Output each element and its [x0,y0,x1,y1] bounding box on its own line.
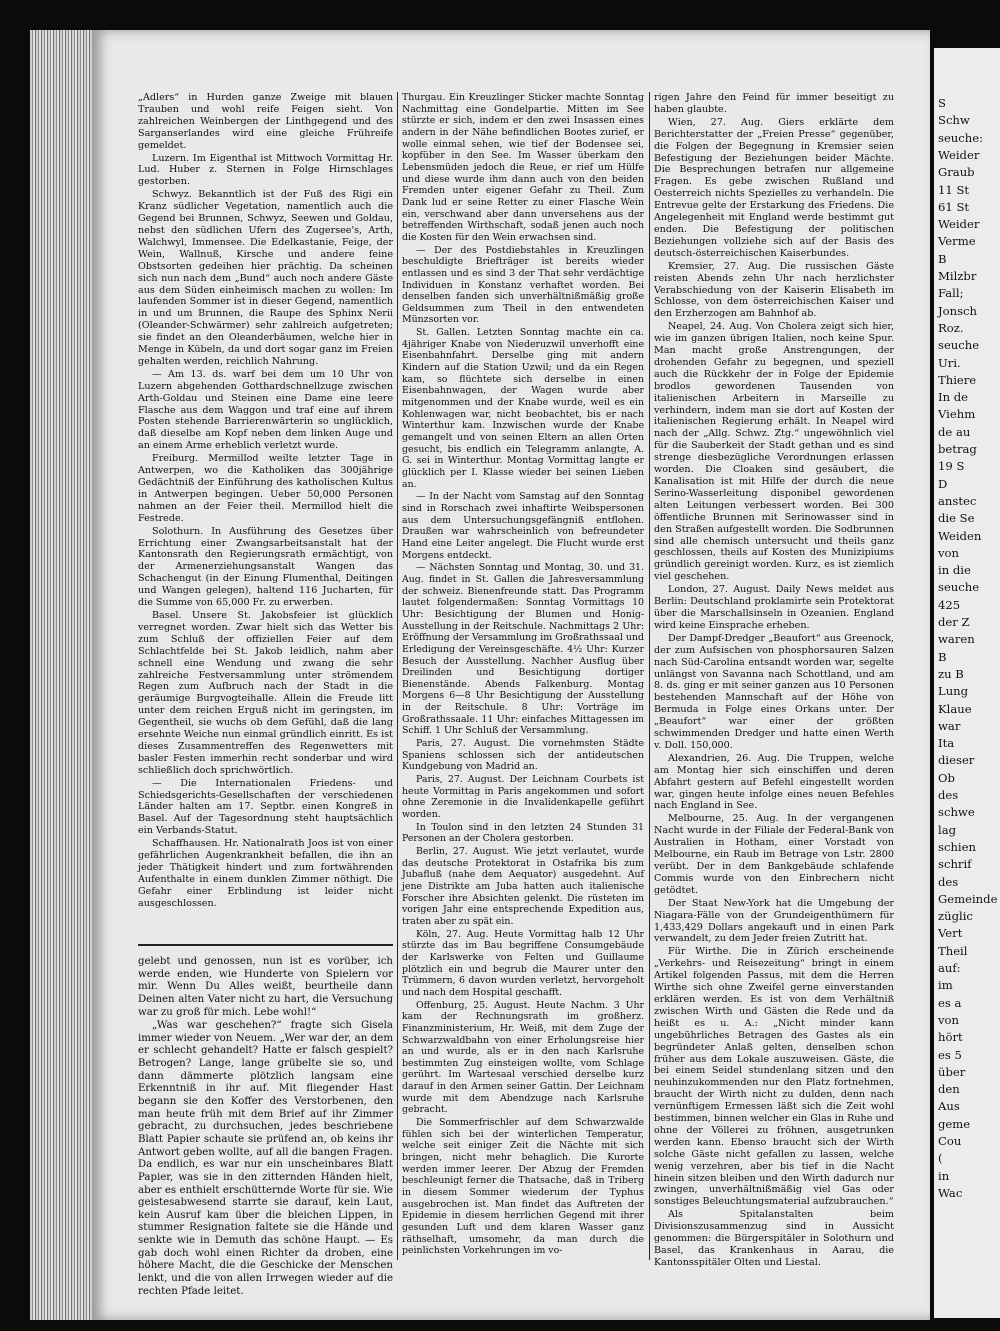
fragment-text: von [938,545,959,560]
fragment-text: Cou [938,1134,962,1148]
paragraph: Als Spitalanstalten beim Divisionszusammenzug sind in Aussicht genommen: die Bürgerspitäler in Solothurn und Basel, das Krankenhaus in Aarau, die Kantonsspitäler Olten und Liestal. [654,1209,894,1268]
column-3 [654,92,894,1270]
fragment-text: 11 St [938,182,970,197]
adjacent-page-fragment [934,48,1000,1318]
fragment-text: Wac [938,1185,963,1200]
paragraph: — In der Nacht vom Samstag auf den Sonntag sind in Rorschach zwei inhaftirte Weibspersonen aus dem Untersuchungsgefängniß entflohen. Draußen war wahrscheinlich von befreundeter Hand eine Leiter angelegt. Die Flucht wurde erst Morgens entdeckt. [402,491,644,561]
paragraph: — Am 13. ds. warf bei dem um 10 Uhr von Luzern abgehenden Gotthardschnellzuge zwischen Arth-Goldau und Steinen eine Dame eine leere Flasche aus dem Waggon und traf eine auf ihrem Posten stehende Barrierenwärterin so unglücklich, daß dieselbe am Kopf neben dem linken Auge und an einem Arme erheblich verletzt wurde. [138,368,393,452]
paragraph: — Der des Postdiebstahles in Kreuzlingen beschuldigte Briefträger ist bereits wieder entlassen und es sind 3 der That sehr verdächtige Individuen in Konstanz verhaftet worden. Bei denselben fanden sich unverhältnißmäßig große Geldsummen zum Theil in den entwendeten Münzsorten vor. [402,244,644,326]
fragment-text: Fall; [938,286,964,301]
fragment-text: 19 S [938,459,965,474]
fragment-text: Ita [938,736,955,751]
fragment-text: de au [938,424,971,439]
fragment-text: dieser [938,753,975,768]
fragment-text: in die [938,563,971,578]
fragment-text: Verme [938,234,976,249]
fragment-text: Milzbr [938,269,977,283]
fragment-text: lag [938,822,957,837]
fragment-text: anstec [938,493,977,508]
fragment-text: des [938,874,959,889]
fragment-text: seuche [938,580,980,595]
fragment-text: seuche: [938,130,984,145]
fragment-text: B [938,251,947,266]
paragraph: Der Dampf-Dredger „Beaufort“ aus Greenock, der zum Aufsischen von phosphorsauren Salzen nach Süd-Carolina entsandt worden war, segelte unlängst von Savanna nach Schottland, und am 8. ds. ging er mit seiner ganzen aus 10 Personen bestehenden Mannschaft auf der Höhe von Bermuda in Folge eines Orkans unter. Der „Beaufort“ war einer der größten schwimmenden Dredger und hatte einen Werth v. Doll. 150,000. [654,632,894,751]
fragment-text: In de [938,390,969,405]
fragment-text: Gemeinde [938,891,998,906]
fragment-text: geme [938,1116,971,1131]
paragraph: Schaffhausen. Hr. Nationalrath Joos ist von einer gefährlichen Augenkrankheit befallen, die ihn an jeder Thätigkeit hindert und zum fortwährenden Aufenthalte in einem dunklen Zimmer nöthigt. Die Gefahr einer Erblindung ist leider nicht ausgeschlossen. [138,838,393,909]
paragraph: — Die Internationalen Friedens- und Schiedsgerichts-Gesellschaften der verschiedenen Länder halten am 17. Septbr. einen Kongreß in Basel. Auf der Tagesordnung steht hauptsächlich ein Verbands-Statut. [138,777,393,837]
fragment-text: D [938,476,948,491]
fragment-text: der Z [938,615,970,629]
paragraph: In Toulon sind in den letzten 24 Stunden 31 Personen an der Cholera gestorben. [402,821,644,845]
feuilleton-divider [138,944,393,946]
fragment-text: seuche [938,338,980,353]
fragment-text: schien [938,839,976,854]
paragraph: Basel. Unsere St. Jakobsfeier ist glücklich verregnet worden. Zwar hielt sich das Wetter bis zum Schluß der offiziellen Feier auf dem Schlachtfelde bei St. Jakob leidlich, nahm aber schnell eine Wendung und zwang die sehr zahlreiche Festversammlung unter strömendem Regen zum Aufbruch nach der Stadt in die geräumige Burgvogteihalle. Allein die Freude litt unter dem reichen Erguß nicht im geringsten, im Gegentheil, sie wuchs ob dem Gefühl, daß die lang ersehnte Weiche nun einmal gründlich einritt. Es ist dieses Zusammentreffen des Regenwetters mit basler Festen immerhin recht sonderbar und wird schließlich doch sprichwörtlich. [138,609,393,776]
fragment-text: Schw [938,113,970,128]
fragment-text: über [938,1064,966,1079]
paragraph: Neapel, 24. Aug. Von Cholera zeigt sich hier, wie im ganzen übrigen Italien, noch keine Spur. Man macht große Anstrengungen, der drohenden Gefahr zu begegnen, und speziell auch die Rückkehr der in Folge der Epidemie brodlos gewordenen Tausenden von italienischen Arbeitern in Marseille zu verhindern, indem man sie dort auf Kosten der italienischen Regierung erhält. In Neapel wird nach der „Allg. Schwz. Ztg.“ ungewöhnlich viel für die Sauberkeit der Stadt gethan und es sind strenge diesbezügliche Verordnungen erlassen worden. Die Cloaken sind gesäubert, die Kanalisation ist mit Hilfe der durch die neue Serino-Wasserleitung disponibel gewordenen alten Leitungen verbessert worden. Bei 300 öffentliche Brunnen mit Serinowasser sind in den Straßen aufgestellt worden. Die Sodbrunnen sind alle chemisch untersucht und theils ganz geschlossen, theils auf Kosten des Munizipiums gründlich gereinigt worden. Kurz, es ist ziemlich viel geschehen. [654,321,894,583]
fragment-text: schwe [938,805,975,820]
column-divider [649,92,650,1260]
fragment-text: Weiden [938,528,982,543]
paragraph: gelebt und genossen, nun ist es vorüber, ich werde enden, wie Hunderte von Spielern vor mir. Wenn Du Alles weißt, beurtheile dann Deinen alten Vater nicht zu hart, die Versuchung war zu groß für mich. Lebe wohl!“ [138,956,393,1018]
fragment-text: war [938,718,961,733]
fragment-text: ( [938,1151,943,1166]
fragment-text: auf: [938,961,961,975]
paragraph: Paris, 27. August. Die vornehmsten Städte Spaniens schlossen sich der antideutschen Kundgebung von Madrid an. [402,738,644,773]
paragraph: St. Gallen. Letzten Sonntag machte ein ca. 4jähriger Knabe von Niederuzwil unverhofft eine Eisenbahnfahrt. Derselbe ging mit andern Kindern auf die Station Uzwil; und da ein Regen kam, so flüchtete sich derselbe in einen Eisenbahnwagen, der Wagen wurde aber mitgenommen und der Knabe wurde, weil es ein Kohlenwagen war, nicht beobachtet, bis er nach Winterthur kam. Inzwischen wurde der Knabe gemangelt und von seinen Eltern an allen Orten gesucht, bis endlich ein Telegramm anlangte, A. G. sei in Winterthur. Montag Vormittag langte er glücklich per I. Klasse wieder bei seinen Lieben an. [402,327,644,490]
fragment-text: Aus [938,1099,960,1114]
paragraph: Schwyz. Bekanntlich ist der Fuß des Rigi ein Kranz südlicher Vegetation, namentlich auch die Gegend bei Brunnen, Schwyz, Seewen und Goldau, nebst den südlichen Ufern des Zugersee's, Arth, Walchwyl, Immensee. Die Edelkastanie, Feige, der Wein, Wallnuß, Kirsche und andere feine Obstsorten gedeihen hier prächtig. Da scheinen sich nun nach dem „Bund“ auch noch andere Gäste aus dem Süden einheimisch machen zu wollen: Im laufenden Sommer ist in dieser Gegend, namentlich in und um Brunnen, die Raupe des Sphinx Nerii (Oleander-Schwärmer) sehr zahlreich aufgetreten; sie findet an den Oleanderbäumen, welche hier in Menge in Kübeln, da und dort sogar ganz im Freien gehalten werden, reichlich Nahrung. [138,189,393,367]
paragraph: Melbourne, 25. Aug. In der vergangenen Nacht wurde in der Filiale der Federal-Bank von Australien in Hotham, einer Vorstadt von Melbourne, ein Raub im Betrage von Lstr. 2800 verübt. Der in dem Bankgebäude schlafende Commis wurde von den Einbrechern nicht getödtet. [654,813,894,896]
fragment-text: betrag [938,442,977,456]
book-page-edges [30,30,92,1320]
fragment-text: in [938,1168,950,1183]
fragment-text: zu B [938,666,964,681]
paragraph: Paris, 27. August. Der Leichnam Courbets ist heute Vormittag in Paris angekommen und sofort ohne Zeremonie in die Invalidenkapelle geführt worden. [402,774,644,821]
fragment-text: Uri. [938,355,961,370]
fragment-text: im [938,978,953,993]
paragraph: Freiburg. Mermillod weilte letzter Tage in Antwerpen, wo die Katholiken das 300jährige Gedächtniß der Einführung des katholischen Kultus in Antwerpen begingen. Ueber 50,000 Personen nahmen an der Feier theil. Mermillod hielt die Festrede. [138,453,393,524]
paragraph: Offenburg, 25. August. Heute Nachm. 3 Uhr kam der Rechnungsrath im großherz. Finanzministerium, Hr. Weiß, mit dem Zuge der Schwarzwaldbahn von einer Erholungsreise hier an und wurde, als er in den nach Karlsruhe bestimmten Zug einsteigen wollte, vom Schlage gerührt. Im Wartesaal verschied derselbe kurz darauf in den Armen seiner Gattin. Der Leichnam wurde mit dem Abendzuge nach Karlsruhe gebracht. [402,999,644,1116]
fragment-text: den [938,1082,960,1097]
paragraph: Kremsier, 27. Aug. Die russischen Gäste reisten Abends zehn Uhr nach herzlichster Verabschiedung von der Kaiserin Elisabeth im Schlosse, von dem österreichischen Kaiser und den Erzherzogen am Bahnhof ab. [654,260,894,320]
fragment-text: Jonsch [938,303,978,318]
paragraph: — Nächsten Sonntag und Montag, 30. und 31. Aug. findet in St. Gallen die Jahresversammlung der schweiz. Bienenfreunde statt. Das Programm lautet folgendermaßen: Sonntag Vormittags 10 Uhr: Besichtigung der Blumen und Honig-Ausstellung in der Reitschule. Nachmittags 2 Uhr: Eröffnung der Versammlung im Großrathssaal und Erledigung der Vereinsgeschäfte. 4½ Uhr: Kurzer Besuch der Ausstellung. Nachher Ausflug über Dreilinden und Besichtigung dortiger Bienenstände. Abends Falkenburg. Montag Morgens 6—8 Uhr Besichtigung der Ausstellung in der Reitschule. 8 Uhr: Vorträge im Großrathssaale. 11 Uhr: einfaches Mittagessen im Schiff. 1 Uhr Schluß der Versammlung. [402,562,644,737]
fragment-text: Graub [938,165,975,180]
fragment-text: hört [938,1030,963,1045]
fragment-text: Klaue [938,701,972,716]
paragraph: Solothurn. In Ausführung des Gesetzes über Errichtung einer Zwangsarbeitsanstalt hat der Kantonsrath den Regierungsrath ermächtigt, von der Armenerziehungsanstalt Wangen das Schachengut (in der Einung Flumenthal, Deitingen und Wangen gelegen), haltend 116 Jucharten, für die Summe von 65,000 Fr. zu erwerben. [138,525,393,609]
fragment-text: Roz. [938,320,964,335]
column-2 [402,92,644,1258]
fragment-text: B [938,649,947,664]
fragment-text: Lung [938,684,969,699]
fragment-text: die Se [938,511,975,526]
fragment-text: Thiere [938,372,977,387]
paragraph: Köln, 27. Aug. Heute Vormittag halb 12 Uhr stürzte das im Bau begriffene Consumgebäude der Karlswerke von Felten und Guillaume plötzlich ein und begrub die Maurer unter den Trümmern, 6 davon wurden verletzt, hervorgeholt und nach dem Hospital geschafft. [402,928,644,998]
paragraph: Der Staat New-York hat die Umgebung der Niagara-Fälle von der Grundeigenthümern für 1,433,429 Dollars angekauft und in einen Park verwandelt, zu dem Jeder freien Zutritt hat. [654,897,894,945]
fragment-text: es a [938,995,962,1010]
fragment-text: schrif [938,857,972,872]
fragment-text: Theil [938,943,968,958]
fragment-text: Viehm [938,407,976,422]
fragment-text: 61 St [938,199,970,214]
fragment-text: züglic [938,909,973,924]
fragment-text: Vert [938,926,963,941]
paragraph: Berlin, 27. August. Wie jetzt verlautet, wurde das deutsche Protektorat in Ostafrika bis zum Jubafluß (nahe dem Aequator) ausgedehnt. Auf jene Distrikte am Juba hatten auch italienische Forscher ihre Absichten gelenkt. Die rüsteten im vorigen Jahr eine entsprechende Expedition aus, traten aber zu spät ein. [402,846,644,927]
fragment-text: Weider [938,217,980,232]
paragraph: „Was war geschehen?“ fragte sich Gisela immer wieder von Neuem. „Wer war der, an dem er schlecht gehandelt? Hatte er falsch gespielt? Betrogen? Lange, lange grübelte sie so, und dann dämmerte plötzlich langsam eine Erkenntniß in ihr auf. Mit fliegender Hast begann sie den Koffer des Verstorbenen, den man heute früh mit dem Brief auf ihr Zimmer gebracht, zu durchsuchen, jedes beschriebene Blatt Papier schaute sie prüfend an, ob keins ihr Antwort geben wollte, auf all die bangen Fragen. Da endlich, es war nur ein unscheinbares Blatt Papier, was sie in den zitternden Händen hielt, aber es enthielt erschütternde Worte für sie. Wie geistesabwesend starrte sie darauf, kein Laut, kein Ausruf kam über die bleichen Lippen, in stummer Resignation faltete sie die Hände und senkte wie in Demuth das schöne Haupt. — Es gab doch wohl einen Richter da droben, eine höhere Macht, die die Geschicke der Menschen lenkt, und die von allen Irrwegen wieder auf die rechten Pfade leitet. [138,1020,393,1297]
paragraph: rigen Jahre den Feind für immer beseitigt zu haben glaubte. [654,92,894,115]
paragraph: Wien, 27. Aug. Giers erklärte dem Berichterstatter der „Freien Presse“ gegenüber, die Folgen der Begegnung in Kremsier seien Befestigung der Beziehungen beider Mächte. Die Besprechungen betrafen nur allgemeine Fragen. Es gebe zwischen Rußland und Oesterreich nichts Spezielles zu verhandeln. Die Entrevue gelte der Erstarkung des Friedens. Die Angelegenheit mit England werde bestimmt gut enden. Die Befestigung der politischen Beziehungen vollziehe sich auf der Basis des deutsch-österreichischen Kaiserbundes. [654,116,894,259]
fragment-text: waren [938,632,975,647]
paragraph: Luzern. Im Eigenthal ist Mittwoch Vormittag Hr. Lud. Huber z. Sternen in Folge Hirnschlages gestorben. [138,152,393,188]
column-divider [397,92,398,1260]
fragment-text: S [938,96,946,110]
fragment-text: von [938,1012,959,1027]
paragraph: Alexandrien, 26. Aug. Die Truppen, welche am Montag hier sich einschiffen und deren Abfahrt gestern auf Befehl eingestellt worden war, gingen heute infolge eines neuen Befehles nach England in See. [654,752,894,812]
fragment-text: des [938,788,959,802]
fragment-text: Ob [938,770,955,785]
fragment-text: Weider [938,147,980,162]
paragraph: Die Sommerfrischler auf dem Schwarzwalde fühlen sich bei der winterlichen Temperatur, welche seit einiger Zeit die Nächte mit sich bringen, nicht mehr behaglich. Die Kurorte werden immer leerer. Der Abzug der Fremden beschleunigt ferner die Thatsache, daß in Triberg in diesem Sommer wiederum der Typhus ausgebrochen ist. Man findet das Auftreten der Epidemie in diesem herrlichen Gegend mit ihrer gesunden Luft und dem klaren Wasser ganz räthselhaft, umsomehr, da man durch die peinlichsten Vorkehrungen im vo- [402,1117,644,1257]
column-1 [138,92,393,911]
fragment-text: 425 [938,597,961,612]
paragraph: London, 27. August. Daily News meldet aus Berlin: Deutschland proklamirte sein Protektorat über die Marschallsinseln in Ozeanien. England wird keine Einsprache erheben. [654,584,894,631]
paragraph: Für Wirthe. Die in Zürich erscheinende „Verkehrs- und Reisezeitung“ bringt in einem Artikel folgenden Passus, mit dem die Herren Wirthe sich ohne Zweifel gerne einverstanden erklären werden. Es ist von dem Verhältniß zwischen Wirth und Gästen die Rede und da heißt es u. A.: „Nicht minder kann ungebührliches Betragen des Gastes als ein begründeter Anlaß gelten, denselben schon früher aus dem Lokale auszuweisen. Gäste, die bei einem Seidel stundenlang sitzen und den neuhinzukommenden nur den Platz fortnehmen, braucht der Wirth nicht zu dulden, denn nach vernünftigem Ermessen läßt sich die Zeit wohl bestimmen, binnen welcher ein Glas in Ruhe und ohne der Völlerei zu fröhnen, ausgetrunken werden kann. Ebenso braucht sich der Wirth solche Gäste nicht gefallen zu lassen, welche wenig verzehren, aber bis tief in die Nacht hinein sitzen bleiben und den Wirth dadurch nur zwingen, unverhältnißmäßig viel Gas oder sonstiges Beleuchtungsmaterial aufzubrauchen.“ [654,946,894,1208]
column-1-feuilleton [138,956,393,1299]
paragraph: Thurgau. Ein Kreuzlinger Sticker machte Sonntag Nachmittag eine Gondelpartie. Mitten im See stürzte er sich, indem er den zwei Insassen eines andern in der Nähe befindlichen Bootes zurief, er wolle einmal sehen, wie tief der Bodensee sei, kopfüber in den See. Im Wasser überkam den Lebensmüden jedoch die Reue, er rief um Hülfe und diese wurde ihm dann auch von den beiden Fremden unter eigener Gefahr zu Theil. Zum Dank lud er seine Retter zu einer Flasche Wein ein, verschwand aber dann unversehens aus der betreffenden Wirthschaft, sodaß jenen auch noch die Kosten für den Wein erwachsen sind. [402,92,644,243]
paragraph: „Adlers“ in Hurden ganze Zweige mit blauen Trauben und wohl reife Feigen sieht. Von zahlreichen Weinbergen der Linthgegend und des Sarganserlandes wird eine gleiche Frühreife gemeldet. [138,92,393,151]
fragment-text: es 5 [938,1047,962,1062]
